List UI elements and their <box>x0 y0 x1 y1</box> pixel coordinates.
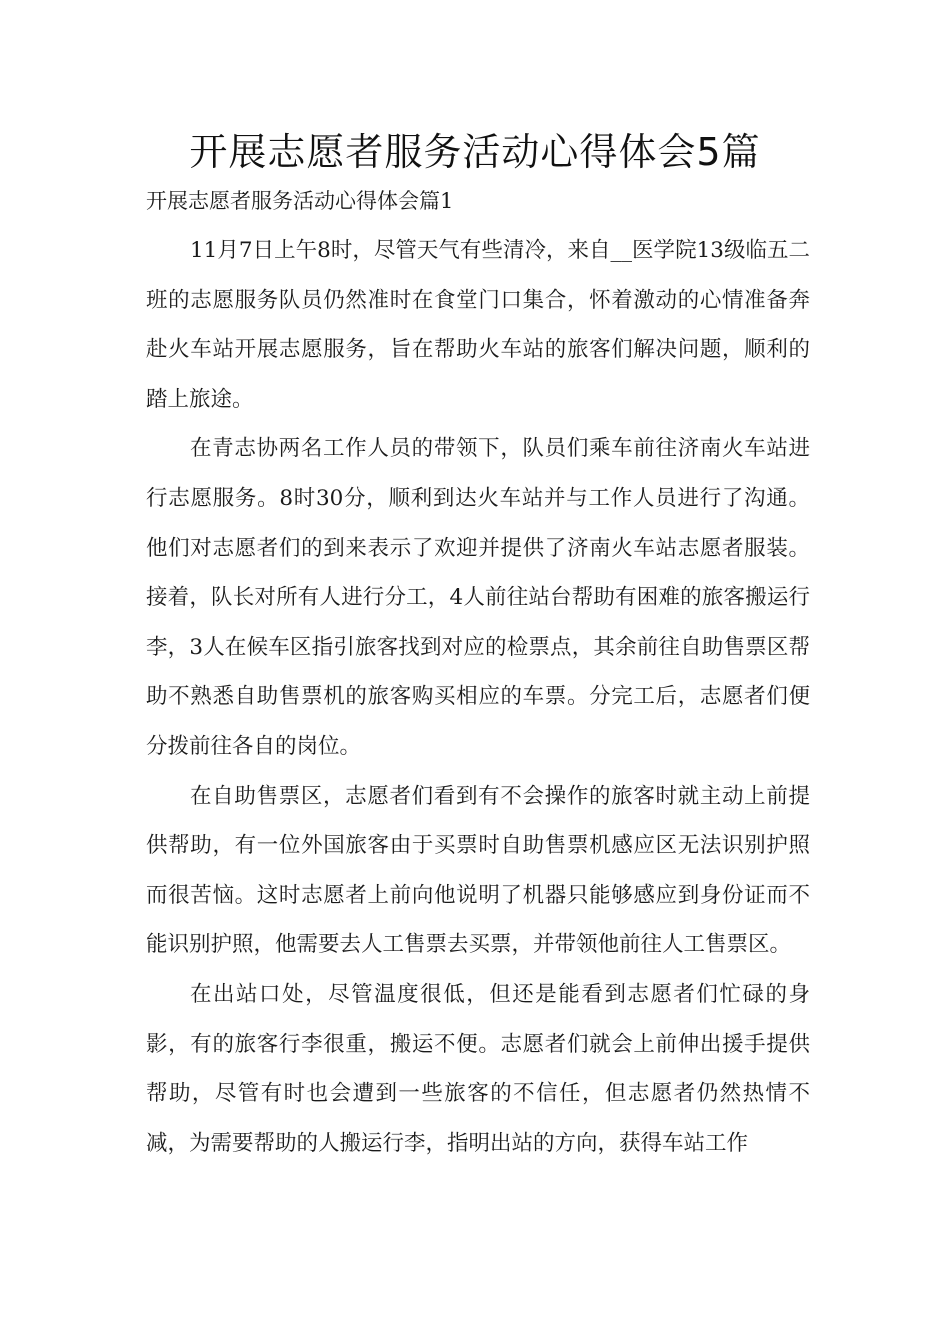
document-body <box>146 226 810 1168</box>
paragraph: 在青志协两名工作人员的带领下，队员们乘车前往济南火车站进行志愿服务。8时30分，顺利到达火车站并与工作人员进行了沟通。他们对志愿者们的到来表示了欢迎并提供了济南火车站志愿者服装。接着，队长对所有人进行分工，4人前往站台帮助有困难的旅客搬运行李，3人在候车区指引旅客找到对应的检票点，其余前往自助售票区帮助不熟悉自助售票机的旅客购买相应的车票。分完工后，志愿者们便分拨前往各自的岗位。 <box>146 436 810 759</box>
paragraph: 在自助售票区，志愿者们看到有不会操作的旅客时就主动上前提供帮助，有一位外国旅客由于买票时自助售票机感应区无法识别护照而很苦恼。这时志愿者上前向他说明了机器只能够感应到身份证而不能识别护照，他需要去人工售票去买票，并带领他前往人工售票区。 <box>146 783 810 958</box>
paragraph: 11月7日上午8时，尽管天气有些清冷，来自__医学院13级临五二班的志愿服务队员仍然准时在食堂门口集合，怀着激动的心情准备奔赴火车站开展志愿服务，旨在帮助火车站的旅客们解决问题，顺利的踏上旅途。 <box>146 238 810 412</box>
section-heading: 开展志愿者服务活动心得体会篇1 <box>146 189 454 213</box>
paragraph: 在出站口处，尽管温度很低，但还是能看到志愿者们忙碌的身影，有的旅客行李很重，搬运不便。志愿者们就会上前伸出援手提供帮助，尽管有时也会遭到一些旅客的不信任，但志愿者仍然热情不减，为需要帮助的人搬运行李，指明出站的方向，获得车站工作 <box>146 981 810 1156</box>
document-title: 开展志愿者服务活动心得体会5篇 <box>189 130 761 174</box>
